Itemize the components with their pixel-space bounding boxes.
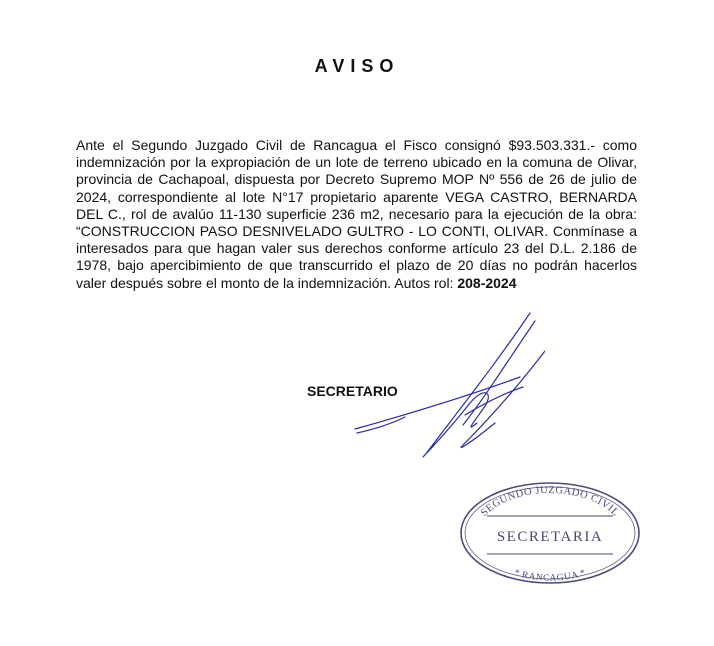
notice-body: [76, 137, 637, 292]
court-seal-stamp: [455, 478, 645, 588]
signatory-label: SECRETARIO: [307, 383, 398, 399]
stamp-top-text: SEGUNDO JUZGADO CIVIL: [478, 484, 622, 519]
notice-body-text: Ante el Segundo Juzgado Civil de Rancagua el Fisco consignó $93.503.331.- como indemnización por la expropiación de un lote de terreno ubicado en la comuna de Olivar, provincia de Cachapoal, dispuesta por Decreto Supremo MOP Nº 556 de 26 de julio de 2024, correspondiente al lote N°17 propietario aparente VEGA CASTRO, BERNARDA DEL C., rol de avalúo 11-130 superficie 236 m2, necesario para la ejecución de la obra: “CONSTRUCCION PASO DESNIVELADO GULTRO - LO CONTI, OLIVAR. Conmínase a interesados para que hagan valer sus derechos conforme artículo 23 del D.L. 2.186 de 1978, bajo apercibimiento de que transcurrido el plazo de 20 días no podrán hacerlos valer después sobre el monto de la indemnización. Autos rol:: [76, 137, 637, 291]
notice-title: AVISO: [314, 56, 400, 76]
stamp-center-text: SECRETARIA: [496, 529, 604, 545]
stamp-bottom-text: * RANCAGUA *: [512, 567, 588, 584]
svg-text:SEGUNDO JUZGADO CIVIL: [479, 485, 621, 519]
handwritten-signature: [345, 305, 545, 465]
case-number: 208-2024: [457, 274, 517, 291]
